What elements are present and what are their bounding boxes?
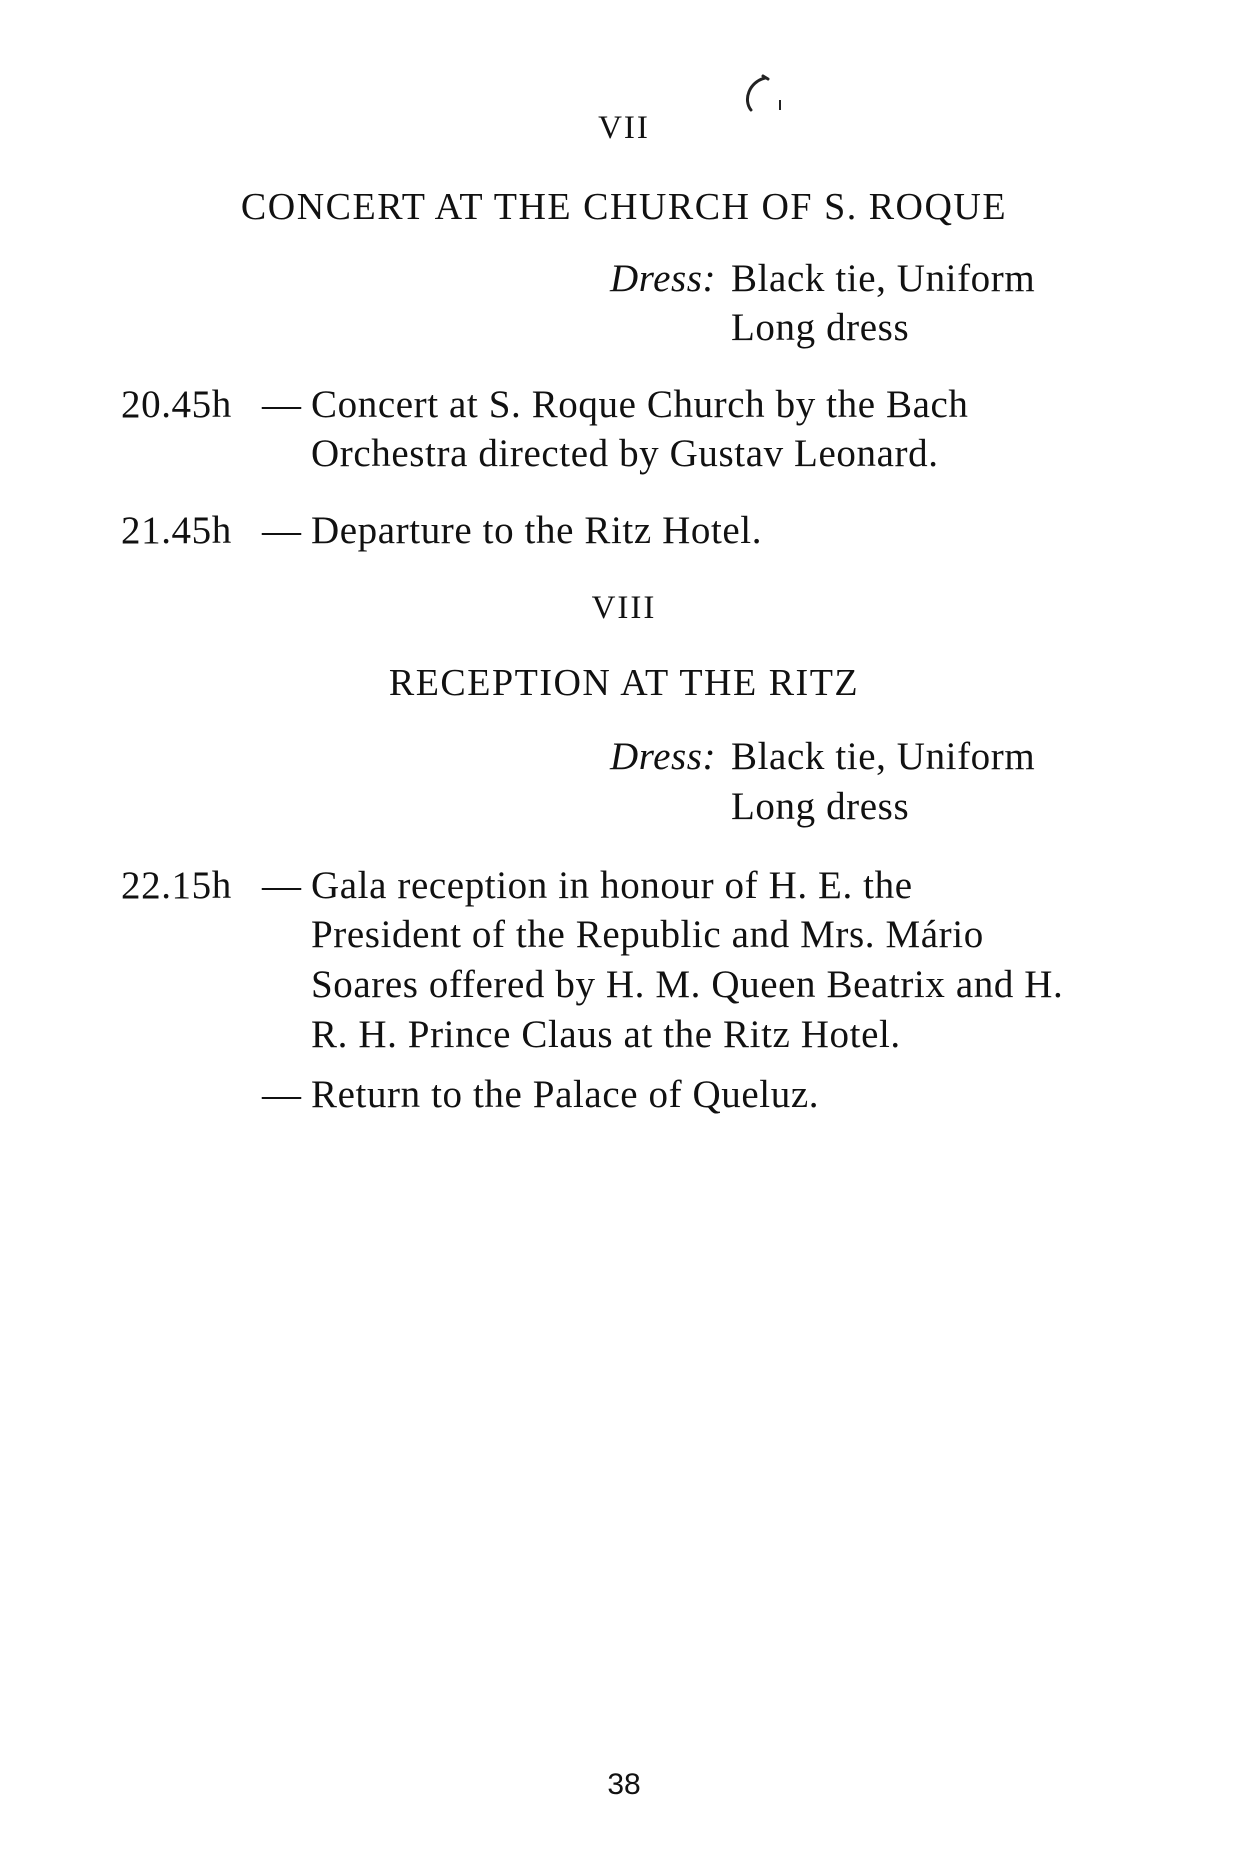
- event-time: 21.45h: [121, 509, 232, 552]
- event-dash: —: [262, 509, 301, 552]
- event-text: President of the Republic and Mrs. Mário: [311, 913, 984, 956]
- dress-line: Black tie, Uniform: [731, 257, 1036, 300]
- event-text: Concert at S. Roque Church by the Bach: [311, 383, 969, 426]
- event-dash: —: [262, 1073, 301, 1116]
- event-time: 20.45h: [121, 383, 232, 426]
- section-title: RECEPTION AT THE RITZ: [388, 662, 860, 704]
- event-dash: —: [262, 383, 301, 426]
- dress-line: Black tie, Uniform: [731, 735, 1036, 778]
- event-text: Orchestra directed by Gustav Leonard.: [311, 432, 939, 475]
- dress-line: Long dress: [731, 785, 910, 828]
- section-number: VIII: [591, 590, 657, 626]
- section-number: VII: [598, 110, 650, 146]
- event-text: Return to the Palace of Queluz.: [311, 1073, 820, 1116]
- dress-label: Dress:: [610, 735, 717, 778]
- event-text: Soares offered by H. M. Queen Beatrix and H.: [311, 963, 1064, 1006]
- dress-line: Long dress: [731, 306, 910, 349]
- dress-label: Dress:: [610, 257, 717, 300]
- section-title: CONCERT AT THE CHURCH OF S. ROQUE: [240, 186, 1008, 228]
- event-text: Departure to the Ritz Hotel.: [311, 509, 763, 552]
- event-text: Gala reception in honour of H. E. the: [311, 864, 913, 907]
- event-dash: —: [262, 864, 301, 907]
- event-text: R. H. Prince Claus at the Ritz Hotel.: [311, 1013, 901, 1056]
- page-number: 38: [607, 1768, 641, 1801]
- event-time: 22.15h: [121, 864, 232, 907]
